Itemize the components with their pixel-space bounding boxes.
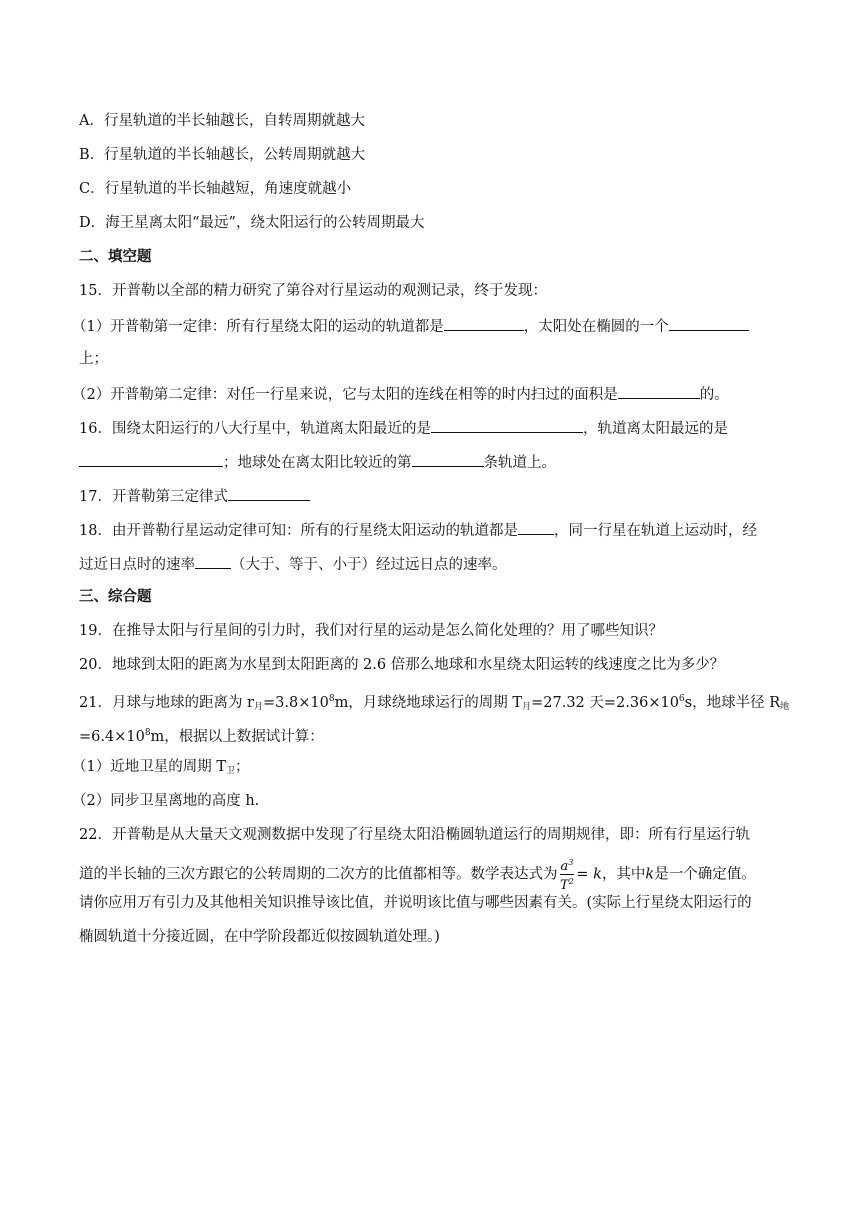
q15-part2: （2）开普勒第二定律：对任一行星来说，它与太阳的连线在相等的时内扫过的面积是 的。 — [72, 383, 784, 405]
q15-part1-end: 上； — [79, 351, 108, 367]
formula-fraction: $\frac{a^3}{T^2}$ — [560, 858, 574, 893]
q16-line2: ；地球处在离太阳比较近的第 条轨道上。 — [79, 451, 784, 473]
q15-stem: 15．开普勒以全部的精力研究了第谷对行星运动的观测记录，终于发现： — [79, 283, 547, 299]
answer-blank[interactable] — [195, 553, 231, 569]
section-heading-fill: 二、填空题 — [79, 249, 152, 265]
answer-blank[interactable] — [79, 451, 223, 467]
q18-line2: 过近日点时的速率 （大于、等于、小于）经过远日点的速率。 — [79, 553, 784, 575]
answer-blank[interactable] — [518, 519, 554, 535]
q18-line1: 18．由开普勒行星运动定律可知：所有的行星绕太阳运动的轨道都是 ，同一行星在轨道上运动时，经 — [79, 519, 784, 541]
q22-line4: 椭圆轨道十分接近圆，在中学阶段都近似按圆轨道处理。) — [79, 929, 440, 945]
formula-equals-k: = k — [576, 866, 602, 883]
option-b: B．行星轨道的半长轴越长，公转周期就越大 — [79, 147, 366, 163]
answer-blank[interactable] — [228, 485, 310, 501]
answer-blank[interactable] — [431, 417, 583, 433]
section-heading-comprehensive: 三、综合题 — [79, 589, 152, 605]
q21-line1: 21．月球与地球的距离为 $r_月=3.8\times 10^8m$，月球绕地球运行的周期 $T_月=27.32$ 天$=2.36\times 10^6s$，地球半径 $R_地$ — [79, 694, 790, 712]
q19: 19．在推导太阳与行星间的引力时，我们对行星的运动是怎么简化处理的？用了哪些知识？ — [79, 623, 663, 639]
q15-part1: （1）开普勒第一定律：所有行星绕太阳的运动的轨道都是 ，太阳处在椭圆的一个 — [72, 315, 784, 337]
answer-blank[interactable] — [412, 451, 484, 467]
q17: 17．开普勒第三定律式 — [79, 485, 784, 507]
answer-blank[interactable] — [444, 315, 524, 331]
q22-line1: 22．开普勒是从大量天文观测数据中发现了行星绕太阳沿椭圆轨道运行的周期规律，即：所有行星运行轨 — [79, 827, 750, 843]
option-a: A．行星轨道的半长轴越长，自转周期就越大 — [79, 113, 365, 129]
answer-blank[interactable] — [669, 315, 749, 331]
q16-line1: 16．围绕太阳运行的八大行星中，轨道离太阳最近的是 ，轨道离太阳最远的是 — [79, 417, 784, 439]
q21-part1: （1）近地卫星的周期 $T_卫$； — [72, 759, 250, 776]
answer-blank[interactable] — [618, 383, 700, 399]
option-c: C．行星轨道的半长轴越短，角速度就越小 — [79, 181, 352, 197]
q22-line3: 请你应用万有引力及其他相关知识推导该比值，并说明该比值与哪些因素有关。(实际上行星绕太阳运行的 — [79, 895, 752, 911]
q20: 20．地球到太阳的距离为水星到太阳距离的 2.6 倍那么地球和水星绕太阳运转的线速度之比为多少？ — [79, 657, 725, 673]
q22-line2: 道的半长轴的三次方跟它的公转周期的二次方的比值都相等。数学表达式为 $\frac{a^3}{T^2}$ = k，其中k是一个确定值。 — [79, 858, 756, 893]
option-d: D．海王星离太阳“最远”，绕太阳运行的公转周期最大 — [79, 215, 425, 231]
q21-part2: （2）同步卫星离地的高度 h. — [72, 793, 260, 809]
q21-line2: $=6.4\times 10^8m$，根据以上数据试计算： — [79, 728, 324, 745]
